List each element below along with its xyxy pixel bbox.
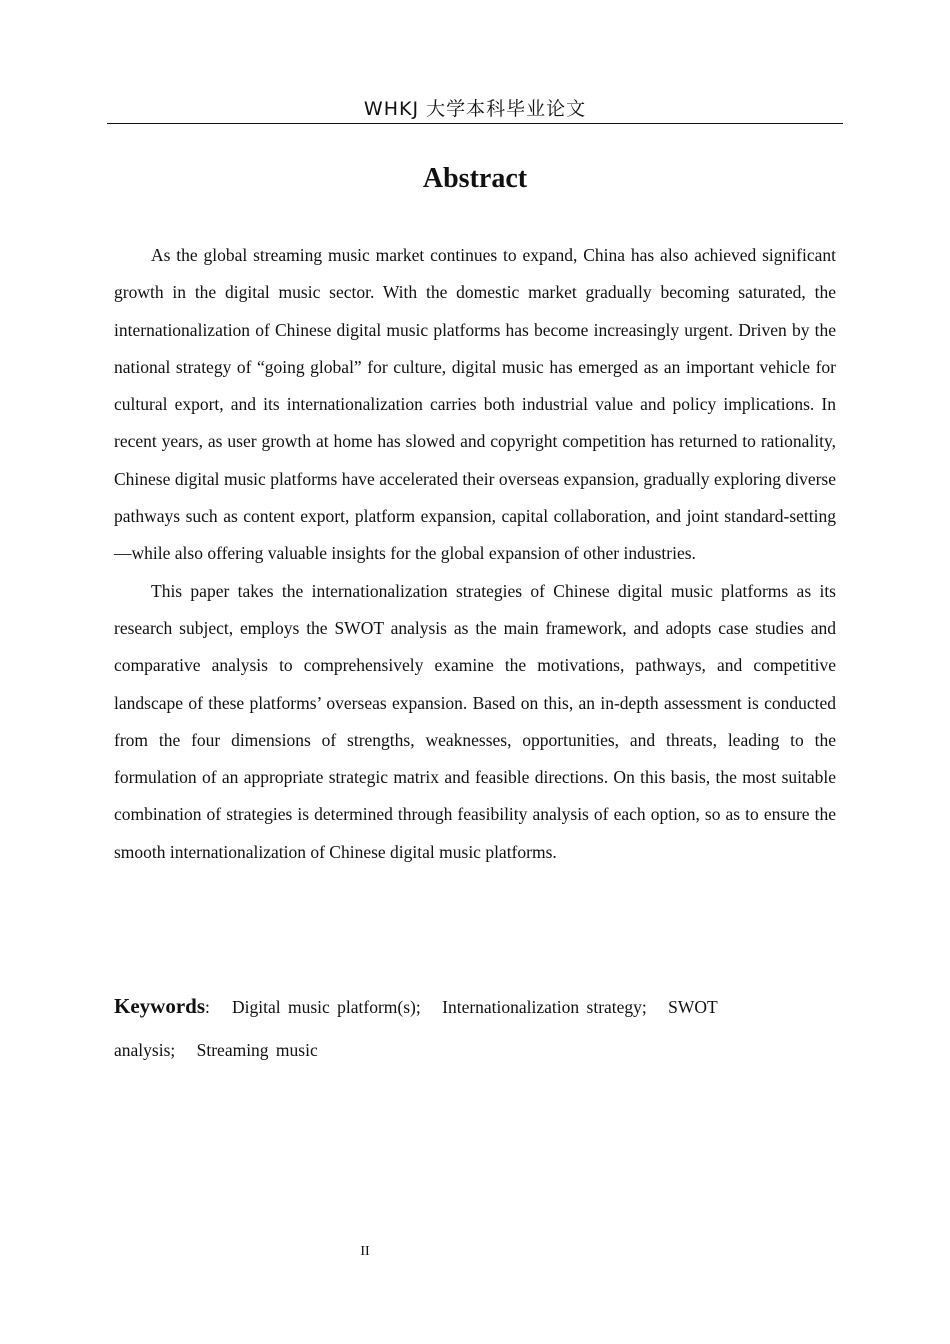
keywords-label: Keywords <box>114 994 205 1018</box>
abstract-title: Abstract <box>422 163 528 194</box>
running-header: WHKJ 大学本科毕业论文 <box>363 98 587 120</box>
abstract-paragraph: This paper takes the internationalization strategies of Chinese digital music platforms as its research subject, employs the SWOT analysis as the main framework, and adopts case studies and comparative analysis to comprehensively examine the motivations, pathways, and competitive landscape of these platforms’ overseas expansion. Based on this, an in-depth assessment is conducted from the four dimensions of strengths, weaknesses, opportunities, and threats, leading to the formulation of an appropriate strategic matrix and feasible directions. On this basis, the most suitable combination of strategies is determined through feasibility analysis of each option, so as to ensure the smooth internationalization of Chinese digital music platforms. <box>114 580 836 862</box>
keyword-item: SWOT analysis; <box>114 997 718 1060</box>
page-number: II <box>360 1244 370 1259</box>
abstract-body <box>114 237 836 871</box>
keywords-separator: : <box>205 997 210 1017</box>
header-rule <box>107 123 843 124</box>
abstract-paragraph: As the global streaming music market continues to expand, China has also achieved significant growth in the digital music sector. With the domestic market gradually becoming saturated, the internationalization of Chinese digital music platforms has become increasingly urgent. Driven by the national strategy of “going global” for culture, digital music has emerged as an important vehicle for cultural export, and its internationalization carries both industrial value and policy implications. In recent years, as user growth at home has slowed and copyright competition has returned to rationality, Chinese digital music platforms have accelerated their overseas expansion, gradually exploring diverse pathways such as content export, platform expansion, capital collaboration, and joint standard-setting—while also offering valuable insights for the global expansion of other industries. <box>114 245 836 564</box>
keyword-item: Streaming music <box>196 1040 318 1060</box>
keyword-item: Internationalization strategy; <box>442 997 647 1017</box>
keywords-block <box>114 985 774 1072</box>
keyword-item: Digital music platform(s); <box>232 997 421 1017</box>
